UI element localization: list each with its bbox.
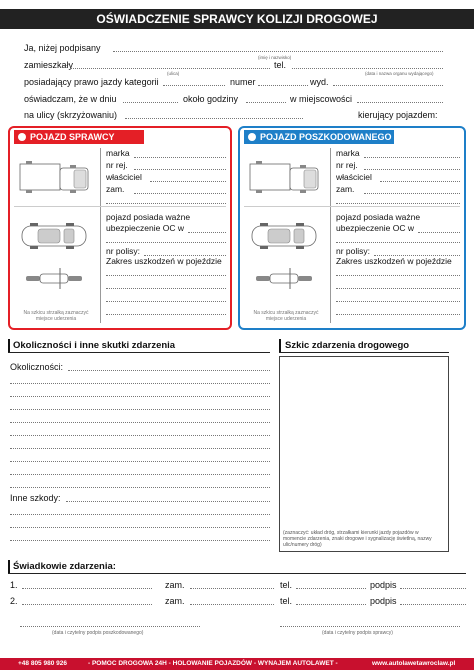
car-icon[interactable] xyxy=(16,220,96,252)
driver-label: kierujący pojazdem: xyxy=(358,110,438,120)
plate-label: nr rej. xyxy=(336,160,358,170)
owner-field[interactable] xyxy=(150,181,226,182)
footer-bar xyxy=(0,658,474,670)
policy-label: nr polisy: xyxy=(106,246,141,256)
circumstances-line[interactable] xyxy=(10,448,270,449)
damage-label: Zakres uszkodzeń w pojeździe xyxy=(106,256,222,266)
impact-note: Na szkicu strzałką zaznaczyć miejsce uderzenia xyxy=(23,310,89,322)
circumstances-line[interactable] xyxy=(68,370,270,371)
damage-line[interactable] xyxy=(106,275,226,276)
owner-address-field-2[interactable] xyxy=(336,203,460,204)
divider xyxy=(14,206,226,207)
owner-label: właściciel xyxy=(106,172,142,182)
hour-label: około godziny xyxy=(183,94,239,104)
other-damage-line[interactable] xyxy=(10,514,270,515)
damage-label: Zakres uszkodzeń w pojeździe xyxy=(336,256,452,266)
witness-2-sign-field[interactable] xyxy=(400,604,466,605)
brand-label: marka xyxy=(106,148,130,158)
oc-label-1: pojazd posiada ważne xyxy=(336,212,421,222)
damage-line[interactable] xyxy=(106,301,226,302)
owner-address-field[interactable] xyxy=(134,193,226,194)
brand-field[interactable] xyxy=(364,157,460,158)
damage-line[interactable] xyxy=(336,314,460,315)
insurer-field[interactable] xyxy=(188,232,226,233)
vehicle-header-label: POJAZD POSZKODOWANEGO xyxy=(260,132,392,142)
sketch-header: Szkic zdarzenia drogowego xyxy=(285,340,410,351)
circumstances-line[interactable] xyxy=(10,487,270,488)
sketch-hint: (zaznaczyć: układ dróg, strzałkami kierunki jazdy pojazdów w momencie zdarzenia, znaki drogowe i sygnalizację świetlną, nazwy ulic/numery dróg) xyxy=(283,530,432,548)
victim-signature-caption: (data i czytelny podpis poszkodowanego) xyxy=(52,630,144,636)
divider xyxy=(8,573,466,574)
insurer-field-2[interactable] xyxy=(106,242,226,243)
owner-address-label: zam. xyxy=(106,184,125,194)
numer-label: numer xyxy=(230,77,256,87)
witness-1-sign-label: podpis xyxy=(370,580,397,590)
sketch-area[interactable] xyxy=(279,356,449,552)
address-label: zamieszkały xyxy=(24,60,74,70)
divider xyxy=(279,352,449,353)
oc-label-2: ubezpieczenie OC w xyxy=(336,223,414,233)
license-number-field[interactable] xyxy=(258,85,308,86)
circumstances-label: Okoliczności: xyxy=(10,362,64,372)
witness-2-number: 2. xyxy=(10,596,18,606)
license-category-field[interactable] xyxy=(163,85,225,86)
perpetrator-signature-caption: (data i czytelny podpis sprawcy) xyxy=(322,630,393,636)
vehicle-header-victim xyxy=(244,130,394,144)
owner-label: właściciel xyxy=(336,172,372,182)
witness-2-address-label: zam. xyxy=(165,596,185,606)
divider xyxy=(8,352,270,353)
wyd-label: wyd. xyxy=(310,77,329,87)
section-marker xyxy=(8,339,10,352)
damage-line[interactable] xyxy=(336,301,460,302)
witness-1-address-label: zam. xyxy=(165,580,185,590)
phone-field[interactable] xyxy=(292,68,443,69)
divider xyxy=(244,206,460,207)
plate-field[interactable] xyxy=(364,169,460,170)
witness-1-number: 1. xyxy=(10,580,18,590)
victim-signature-line[interactable] xyxy=(20,626,200,627)
motorcycle-icon[interactable] xyxy=(246,266,326,290)
damage-line[interactable] xyxy=(106,288,226,289)
truck-icon[interactable] xyxy=(246,158,326,198)
oc-label-2: ubezpieczenie OC w xyxy=(106,223,184,233)
other-damage-line[interactable] xyxy=(10,527,270,528)
damage-line[interactable] xyxy=(336,288,460,289)
license-issuer-field[interactable] xyxy=(333,85,443,86)
hint-name: (imię i nazwisko) xyxy=(258,55,292,60)
damage-line[interactable] xyxy=(106,314,226,315)
owner-address-field-2[interactable] xyxy=(106,203,226,204)
witnesses-header: Świadkowie zdarzenia: xyxy=(13,561,116,572)
footer-services: - POMOC DROGOWA 24H - HOLOWANIE POJAZDÓW - WYNAJEM AUTOLAWET - xyxy=(88,660,338,667)
witness-2-tel-label: tel. xyxy=(280,596,293,606)
motorcycle-icon[interactable] xyxy=(16,266,96,290)
vehicle-header-perpetrator xyxy=(14,130,144,144)
policy-label: nr polisy: xyxy=(336,246,371,256)
witness-2-tel-field[interactable] xyxy=(296,604,366,605)
intro-line1-label: Ja, niżej podpisany xyxy=(24,43,101,53)
vehicle-header-label: POJAZD SPRAWCY xyxy=(30,132,115,142)
license-label: posiadający prawo jazdy kategorii xyxy=(24,77,159,87)
impact-note: Na szkicu strzałką zaznaczyć miejsce uderzenia xyxy=(253,310,319,322)
circumstances-line[interactable] xyxy=(10,383,270,384)
tel-label: tel. xyxy=(274,60,287,70)
owner-field[interactable] xyxy=(380,181,460,182)
owner-address-field[interactable] xyxy=(364,193,460,194)
date-label: oświadczam, że w dniu xyxy=(24,94,117,104)
vehicle-box-victim xyxy=(238,126,466,330)
truck-icon[interactable] xyxy=(16,158,96,198)
witness-2-name-field[interactable] xyxy=(22,604,152,605)
bullet-icon xyxy=(18,133,26,141)
damage-line[interactable] xyxy=(336,275,460,276)
witness-1-sign-field[interactable] xyxy=(400,588,466,589)
car-icon[interactable] xyxy=(246,220,326,252)
circumstances-line[interactable] xyxy=(10,461,270,462)
footer-website[interactable]: www.autolawetawroclaw.pl xyxy=(372,660,456,667)
other-damage-line[interactable] xyxy=(10,540,270,541)
circumstances-header: Okoliczności i inne skutki zdarzenia xyxy=(13,340,176,351)
witness-1-name-field[interactable] xyxy=(22,588,152,589)
witness-2-address-field[interactable] xyxy=(190,604,274,605)
plate-field[interactable] xyxy=(134,169,226,170)
hint-street: (ulica) xyxy=(167,71,180,76)
place-label: w miejscowości xyxy=(290,94,353,104)
plate-label: nr rej. xyxy=(106,160,128,170)
date-field[interactable] xyxy=(123,102,178,103)
witness-1-address-field[interactable] xyxy=(190,588,274,589)
section-marker xyxy=(279,339,281,352)
brand-field[interactable] xyxy=(134,157,226,158)
insurer-field[interactable] xyxy=(418,232,460,233)
other-damage-label: Inne szkody: xyxy=(10,493,61,503)
hour-field[interactable] xyxy=(246,102,286,103)
other-damage-line[interactable] xyxy=(66,501,270,502)
name-field[interactable] xyxy=(113,51,443,52)
address-field[interactable] xyxy=(70,68,270,69)
brand-label: marka xyxy=(336,148,360,158)
circumstances-line[interactable] xyxy=(10,435,270,436)
insurer-field-2[interactable] xyxy=(336,242,460,243)
page-title: OŚWIADCZENIE SPRAWCY KOLIZJI DROGOWEJ xyxy=(0,9,474,29)
street-field[interactable] xyxy=(125,118,303,119)
oc-label-1: pojazd posiada ważne xyxy=(106,212,191,222)
footer-phone[interactable]: +48 805 980 926 xyxy=(18,660,67,667)
owner-address-label: zam. xyxy=(336,184,355,194)
circumstances-line[interactable] xyxy=(10,396,270,397)
street-label: na ulicy (skrzyżowaniu) xyxy=(24,110,118,120)
bullet-icon xyxy=(248,133,256,141)
hint-issuer: (data i nazwa organu wydającego) xyxy=(365,71,434,76)
place-field[interactable] xyxy=(357,102,443,103)
circumstances-line[interactable] xyxy=(10,409,270,410)
perpetrator-signature-line[interactable] xyxy=(280,626,460,627)
witness-1-tel-field[interactable] xyxy=(296,588,366,589)
vehicle-box-perpetrator xyxy=(8,126,232,330)
section-marker xyxy=(8,560,10,573)
circumstances-line[interactable] xyxy=(10,422,270,423)
divider xyxy=(100,148,101,323)
witness-1-tel-label: tel. xyxy=(280,580,293,590)
witness-2-sign-label: podpis xyxy=(370,596,397,606)
divider xyxy=(330,148,331,323)
circumstances-line[interactable] xyxy=(10,474,270,475)
